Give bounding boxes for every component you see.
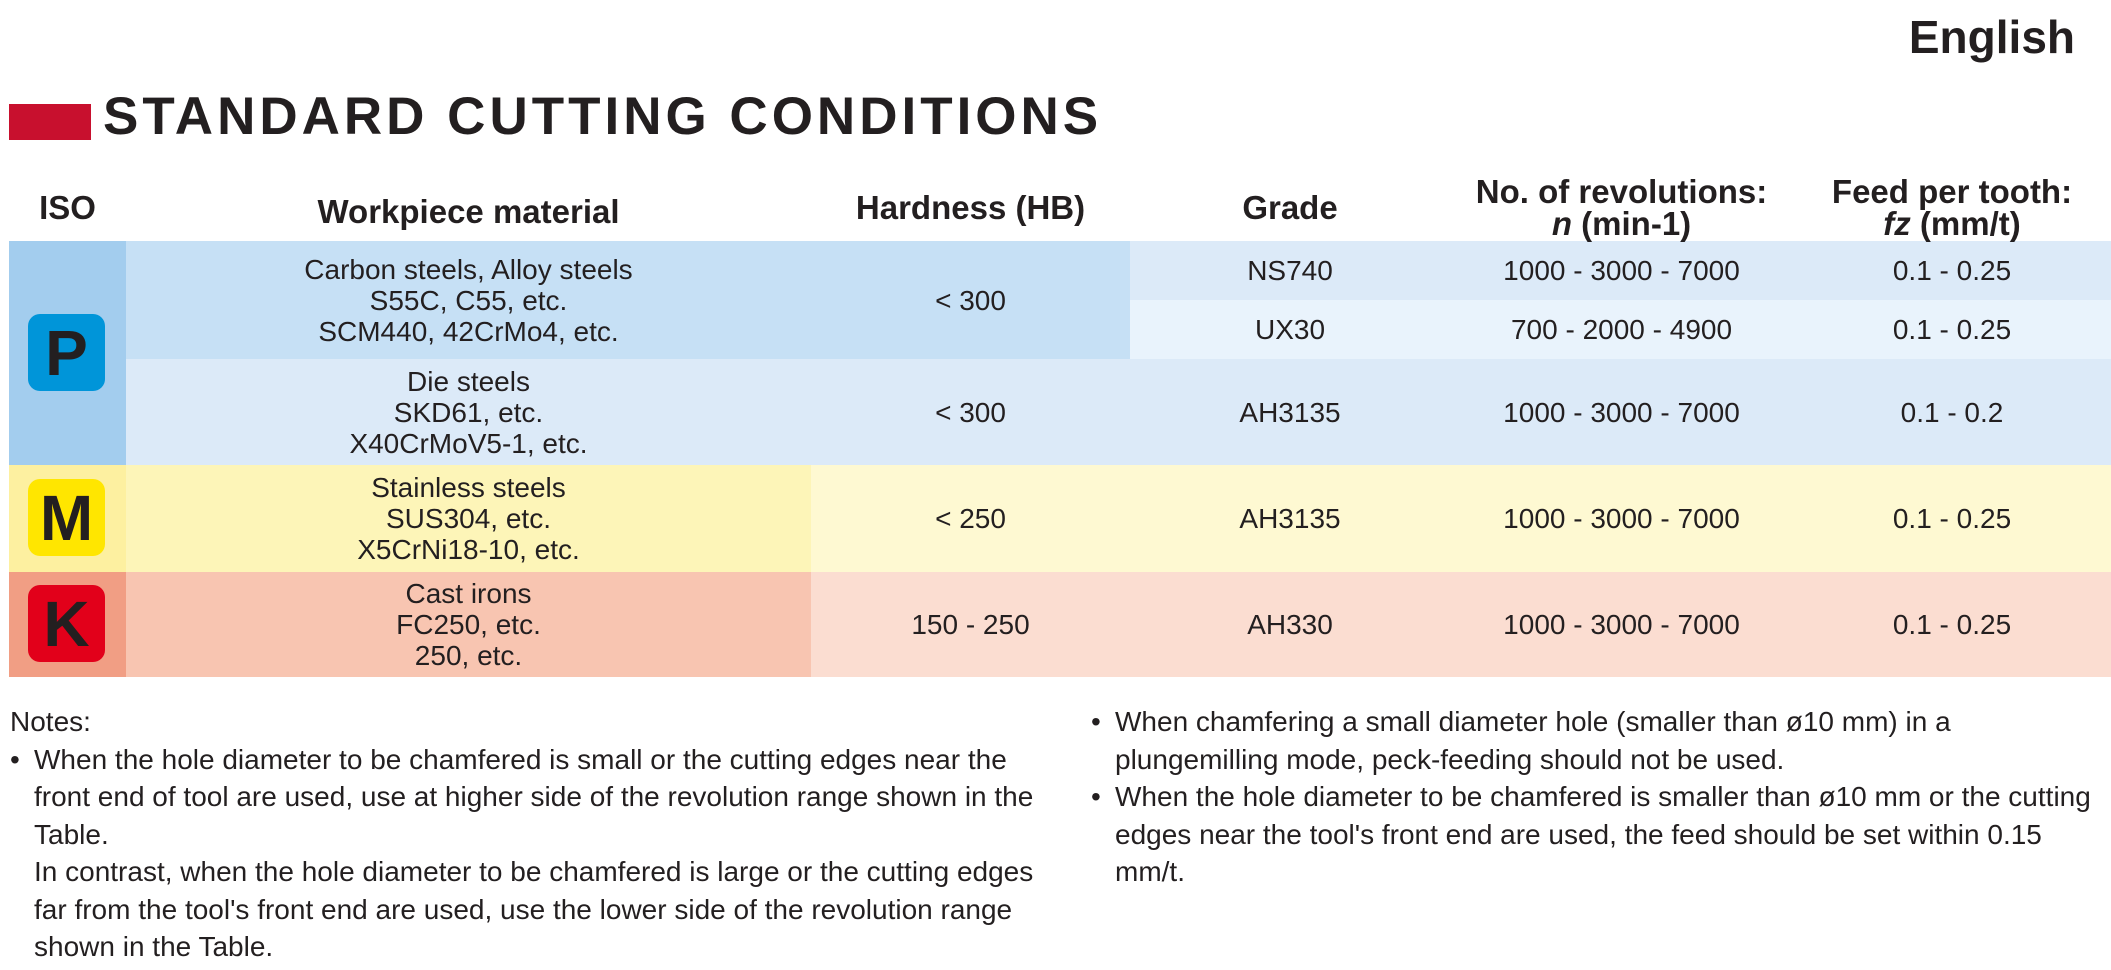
feed-line1: Feed per tooth: xyxy=(1831,173,2073,210)
language-label: English xyxy=(1908,11,2075,63)
note-item xyxy=(10,741,1050,966)
grade-cell: NS740 xyxy=(1247,255,1333,286)
iso-badge-k: K xyxy=(28,585,105,662)
grade-cell: AH3135 xyxy=(1239,503,1341,534)
iso-badge-p: P xyxy=(28,314,105,391)
feed-cell: 0.1 - 0.2 xyxy=(1900,396,2004,428)
col-header-hardness: Hardness (HB) xyxy=(855,189,1086,226)
note-text: When chamfering a small diameter hole (smaller than ø10 mm) in a plungemilling mode, peck-feeding should not be used. xyxy=(1115,706,1951,775)
title-accent-bar xyxy=(9,104,91,140)
revolutions-line2: n (min-1) xyxy=(1551,205,1692,242)
grade-cell: AH3135 xyxy=(1239,396,1341,428)
material-cell: Stainless steels SUS304, etc. X5CrNi18-10, etc. xyxy=(357,472,580,565)
bullet: • xyxy=(10,743,20,775)
notes-heading: Notes: xyxy=(10,706,91,737)
revolutions-cell: 700 - 2000 - 4900 xyxy=(1510,314,1733,345)
revolutions-cell: 1000 - 3000 - 7000 xyxy=(1503,503,1740,534)
note-text: When the hole diameter to be chamfered is smaller than ø10 mm or the cutting edges near the tool's front end are used, the feed should be set within 0.15 mm/t. xyxy=(1115,781,2091,887)
iso-badge-m: M xyxy=(28,479,105,556)
revolutions-cell: 1000 - 3000 - 7000 xyxy=(1503,255,1740,286)
revolutions-cell: 1000 - 3000 - 7000 xyxy=(1503,609,1740,640)
feed-cell: 0.1 - 0.25 xyxy=(1892,609,2012,640)
note-item xyxy=(1091,778,2091,891)
col-header-grade: Grade xyxy=(1242,189,1338,226)
grade-cell: UX30 xyxy=(1254,314,1326,345)
revolutions-cell: 1000 - 3000 - 7000 xyxy=(1503,396,1740,428)
note-item xyxy=(1091,703,2091,778)
hardness-cell: 150 - 250 xyxy=(911,609,1030,640)
material-cell: Carbon steels, Alloy steels S55C, C55, etc. SCM440, 42CrMo4, etc. xyxy=(304,253,633,347)
notes-left xyxy=(10,703,1050,966)
hardness-cell: < 300 xyxy=(935,396,1006,428)
col-header-feed xyxy=(1793,173,2111,242)
material-cell: Die steels SKD61, etc. X40CrMoV5-1, etc. xyxy=(349,365,588,459)
feed-cell: 0.1 - 0.25 xyxy=(1892,255,2012,286)
note-text: When the hole diameter to be chamfered is small or the cutting edges near the front end of tool are used, use at higher side of the revolution range shown in the Table. In contrast, when the hole diameter to be chamfered is large or the cutting edges far from the tool's front end are used, use the lower side of the revolution range shown in the Table. xyxy=(34,743,1034,962)
bullet: • xyxy=(1091,706,1101,737)
hardness-cell: < 300 xyxy=(935,284,1006,316)
hardness-cell: < 250 xyxy=(935,503,1006,534)
col-header-material: Workpiece material xyxy=(317,193,620,230)
material-cell: Cast irons FC250, etc. 250, etc. xyxy=(396,578,541,671)
bullet: • xyxy=(1091,781,1101,812)
feed-cell: 0.1 - 0.25 xyxy=(1892,503,2012,534)
col-header-iso: ISO xyxy=(39,189,96,226)
feed-line2: fz (mm/t) xyxy=(1883,205,2021,242)
page-title: STANDARD CUTTING CONDITIONS xyxy=(103,87,1103,146)
notes-right xyxy=(1091,703,2091,891)
feed-cell: 0.1 - 0.25 xyxy=(1892,314,2012,345)
col-header-revolutions xyxy=(1450,173,1793,242)
revolutions-line1: No. of revolutions: xyxy=(1475,173,1768,210)
grade-cell: AH330 xyxy=(1247,609,1333,640)
